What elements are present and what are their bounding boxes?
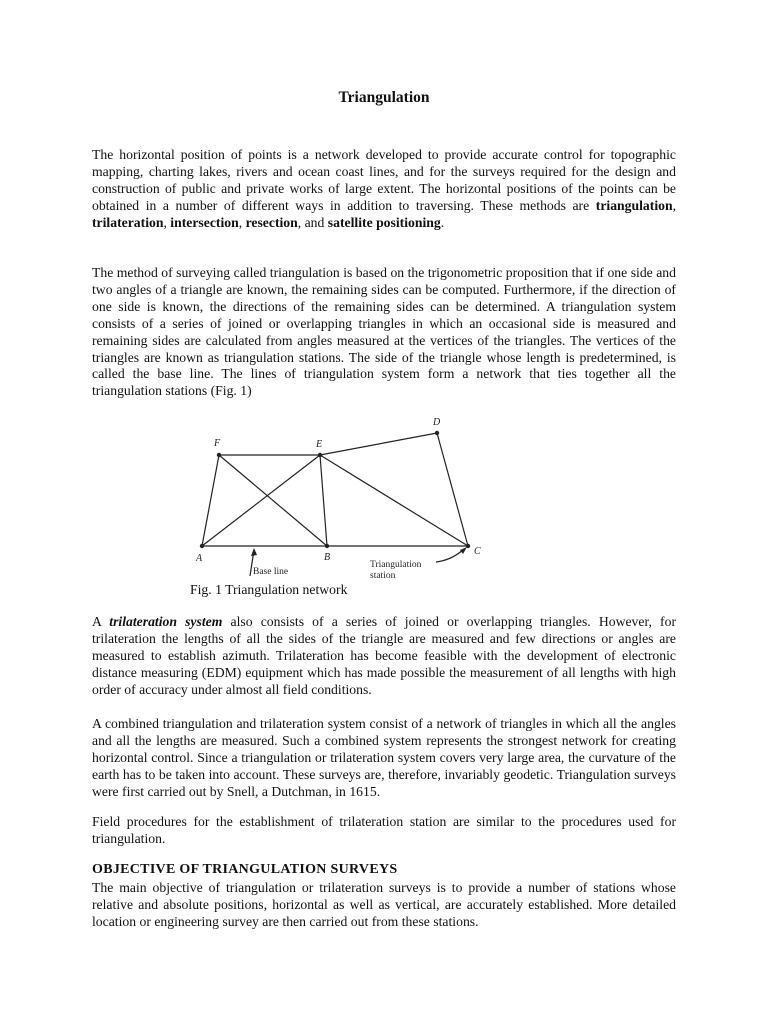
method-triangulation: triangulation: [595, 197, 673, 213]
separator: ,: [672, 197, 676, 213]
label-a: A: [196, 553, 203, 564]
page-title: Triangulation: [338, 89, 430, 106]
label-e: E: [316, 439, 323, 450]
line-d-c: [437, 433, 468, 546]
station-pointer: [436, 549, 464, 562]
intro-paragraph: [92, 147, 676, 232]
station-label-line1: Triangulation: [370, 560, 422, 570]
station-c: [466, 544, 470, 548]
figure-caption: Fig. 1 Triangulation network: [190, 582, 348, 597]
objective-paragraph: The main objective of triangulation or trilateration surveys is to provide a number of stations whose relative and absolute positions, horizontal as well as vertical, are accurately established. More detailed location or engineering survey are then carried out from these stations.: [92, 880, 676, 929]
line-e-c: [320, 455, 468, 546]
method-trilateration: trilateration: [92, 214, 164, 230]
station-e: [318, 453, 322, 457]
method-satellite-positioning: satellite positioning: [327, 214, 441, 230]
method-resection: resection: [245, 214, 298, 230]
lead-text: A: [92, 614, 110, 629]
station-f: [217, 453, 221, 457]
line-f-b: [219, 455, 327, 546]
label-c: C: [474, 546, 481, 557]
line-e-d: [320, 433, 437, 455]
line-a-e: [202, 455, 320, 546]
separator: ,: [163, 214, 171, 230]
label-f: F: [214, 438, 221, 449]
field-procedures-paragraph: Field procedures for the establishment of trilateration station are similar to the procedures used for triangulation.: [92, 814, 676, 846]
label-d: D: [433, 417, 441, 428]
triangulation-method-paragraph: The method of surveying called triangulation is based on the trigonometric proposition that if one side and two angles of a triangle are known, the remaining sides can be computed. Furthermore, if the direction of one side is known, the directions of the remaining sides can be determined. A triangulation system consists of a series of joined or overlapping triangles in which an occasional side is measured and remaining sides are calculated from angles measured at the vertices of the triangles. The vertices of the triangles are known as triangulation stations. The side of the triangle whose length is predetermined, is called the base line. The lines of triangulation system form a network that ties together all the triangulation stations (Fig. 1): [92, 265, 676, 399]
station-arrowhead: [460, 547, 467, 554]
trilateration-system-term: trilateration system: [109, 614, 223, 629]
separator: ,: [238, 214, 246, 230]
combined-system-paragraph: A combined triangulation and trilateration system consist of a network of triangles in which all the angles and all the lengths are measured. Such a combined system represents the strongest network for creating horizontal control. Since a triangulation or trilateration system covers very large area, the curvature of the earth has to be taken into account. These surveys are, therefore, invariably geodetic. Triangulation surveys were first carried out by Snell, a Dutchman, in 1615.: [92, 716, 676, 799]
station-b: [325, 544, 329, 548]
network-diagram: [190, 412, 490, 587]
line-e-b: [320, 455, 327, 546]
station-label-line2: station: [370, 571, 396, 581]
trilateration-text: also consists of a series of joined or overlapping triangles. However, for trilateration the lengths of all the sides of the triangle are measured and few directions or angles are measured to establish azimuth. Trilateration has become feasible with the development of electronic distance measuring (EDM) equipment which has made possible the measurement of all lengths with high order of accuracy under almost all field conditions.: [92, 614, 677, 697]
label-b: B: [324, 552, 331, 563]
line-a-f: [202, 455, 219, 546]
separator: , and: [297, 214, 328, 230]
trilateration-paragraph: [92, 614, 676, 699]
separator: .: [440, 214, 445, 230]
method-intersection: intersection: [170, 214, 239, 230]
station-d: [435, 431, 439, 435]
base-line-label: Base line: [253, 567, 289, 577]
base-line-arrowhead: [251, 548, 257, 556]
section-heading: OBJECTIVE OF TRIANGULATION SURVEYS: [92, 862, 398, 877]
intro-text: The horizontal position of points is a network developed to provide accurate control for topographic mapping, charting lakes, rivers and ocean coast lines, and for the surveys required for the design and construction of public and private works of large extent. The horizontal positions of the points can be obtained in a number of different ways in addition to traversing. These methods are: [92, 147, 676, 213]
station-a: [200, 544, 204, 548]
triangulation-network-figure: [190, 412, 490, 587]
